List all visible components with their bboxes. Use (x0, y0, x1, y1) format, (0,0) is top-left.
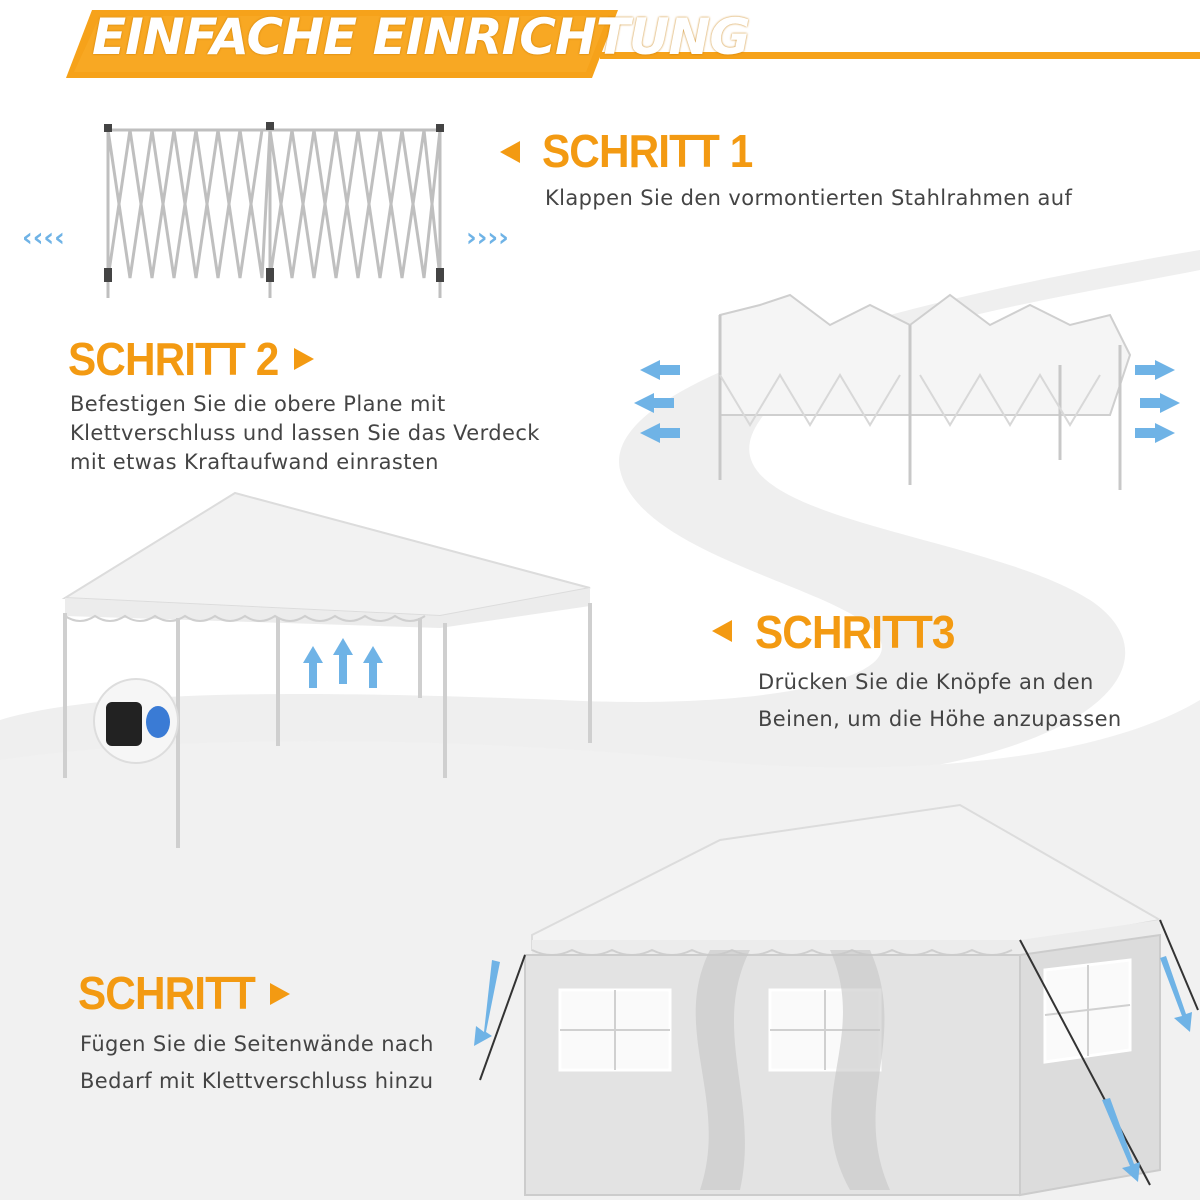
step-1-title: SCHRITT 1 (542, 125, 753, 177)
step-2-line-3: mit etwas Kraftaufwand einrasten (70, 450, 439, 474)
raised-canopy-illustration (60, 488, 600, 853)
step-3-title: SCHRITT3 (755, 606, 955, 658)
step-2-description (70, 390, 540, 477)
pointer-right-icon (270, 983, 290, 1005)
step-2-line-1: Befestigen Sie die obere Plane mit (70, 392, 446, 416)
canopy-on-frame-illustration (630, 285, 1180, 500)
step-4-line-2: Bedarf mit Klettverschluss hinzu (80, 1069, 434, 1093)
step-4-title: SCHRITT (78, 967, 255, 1019)
step-2-title: SCHRITT 2 (68, 333, 279, 385)
step-4-description (80, 1026, 434, 1100)
page-title: EINFACHE EINRICHTUNG (92, 8, 750, 66)
step-2-line-2: Klettverschluss und lassen Sie das Verdeck (70, 421, 540, 445)
pointer-left-icon (712, 620, 732, 642)
arrows-up-icon (303, 638, 383, 688)
svg-text:››››: ›››› (466, 223, 509, 253)
step-3-line-2: Beinen, um die Höhe anzupassen (758, 707, 1122, 731)
folding-frame-illustration (20, 118, 530, 308)
step-3-line-1: Drücken Sie die Knöpfe an den (758, 670, 1094, 694)
svg-text:‹‹‹‹: ‹‹‹‹ (22, 223, 65, 253)
pointer-right-icon (294, 348, 314, 370)
tent-with-sidewalls-illustration (470, 800, 1200, 1200)
step-4-line-1: Fügen Sie die Seitenwände nach (80, 1032, 434, 1056)
step-3-description (758, 664, 1122, 738)
step-1-description: Klappen Sie den vormontierten Stahlrahmen auf (545, 186, 1073, 210)
